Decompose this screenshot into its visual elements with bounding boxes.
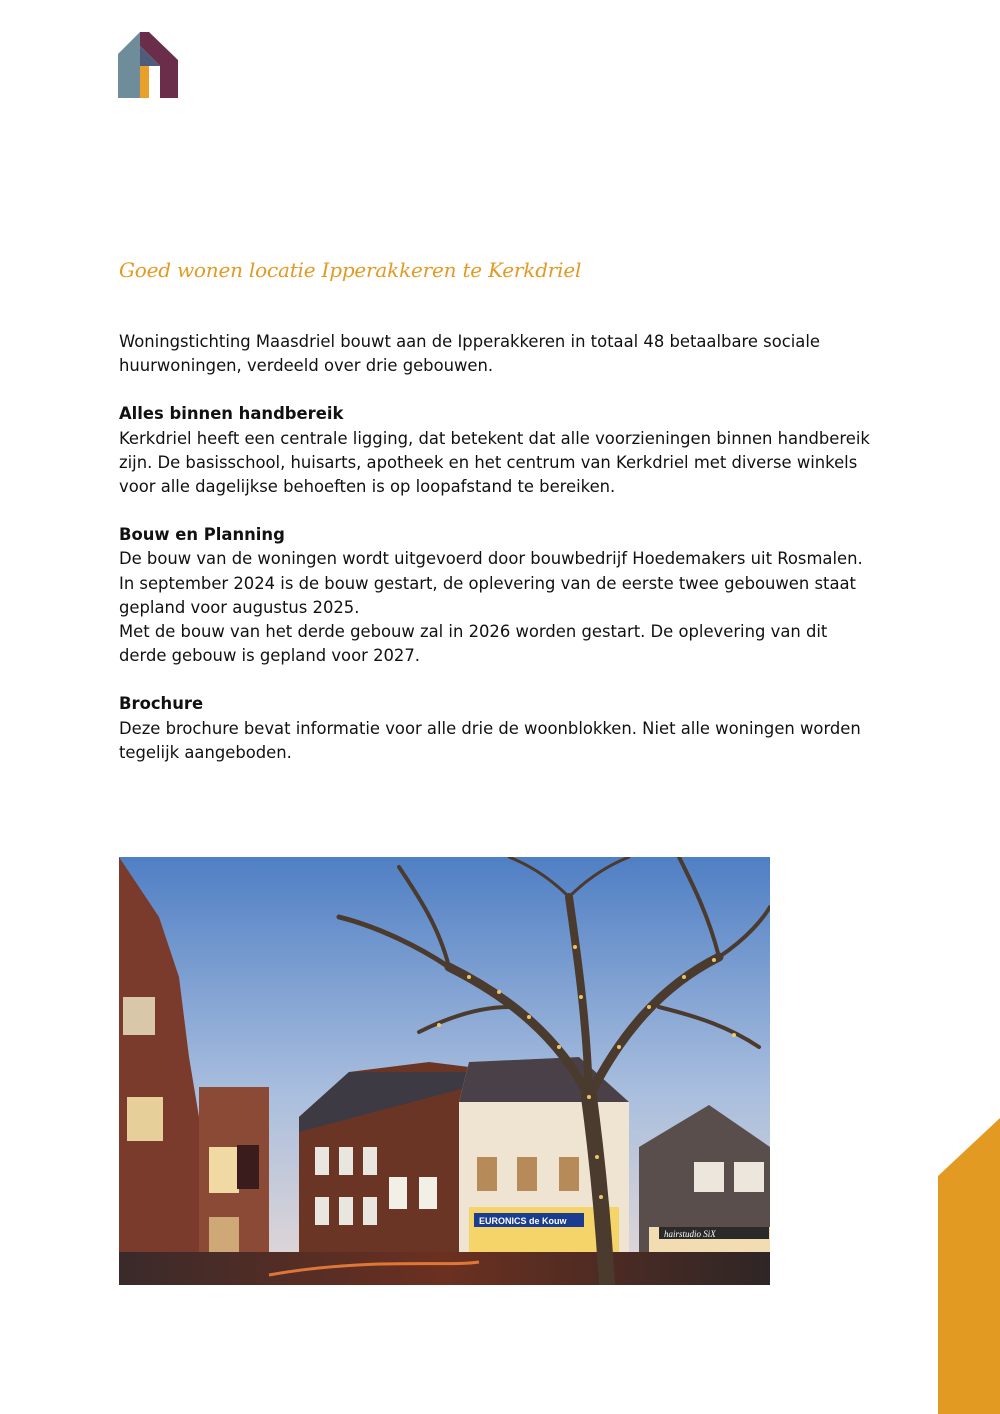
document-body [119,330,879,765]
section-brochure [119,692,879,765]
section-paragraph: In september 2024 is de bouw gestart, de oplevering van de eerste twee gebouwen staat gepland voor augustus 2025. [119,573,856,617]
section-heading: Brochure [119,694,204,714]
section-heading: Bouw en Planning [119,525,285,545]
shop-sign: EURONICS de Kouw [479,1216,567,1226]
street-photo [119,857,770,1285]
section-heading: Alles binnen handbereik [119,404,344,424]
section-paragraph: Met de bouw van het derde gebouw zal in 2026 worden gestart. De oplevering van dit derde gebouw is gepland voor 2027. [119,622,828,666]
section-alles-binnen-handbereik [119,402,879,499]
section-paragraph: De bouw van de woningen wordt uitgevoerd door bouwbedrijf Hoedemakers uit Rosmalen. [119,549,863,569]
corner-decoration [938,1118,1000,1414]
intro-paragraph: Woningstichting Maasdriel bouwt aan de Ipperakkeren in totaal 48 betaalbare sociale huurwoningen, verdeeld over drie gebouwen. [119,332,820,376]
salon-sign: hairstudio SiX [664,1229,716,1239]
section-bouw-en-planning [119,523,879,668]
section-paragraph: Deze brochure bevat informatie voor alle drie de woonblokken. Niet alle woningen worden tegelijk aangeboden. [119,718,861,762]
house-logo-icon [118,30,180,98]
section-paragraph: Kerkdriel heeft een centrale ligging, dat betekent dat alle voorzieningen binnen handbereik zijn. De basisschool, huisarts, apotheek en het centrum van Kerkdriel met diverse winkels voor alle dagelijkse behoeften is op loopafstand te bereiken. [119,428,870,497]
page-title: Goed wonen locatie Ipperakkeren te Kerkdriel [119,258,582,282]
